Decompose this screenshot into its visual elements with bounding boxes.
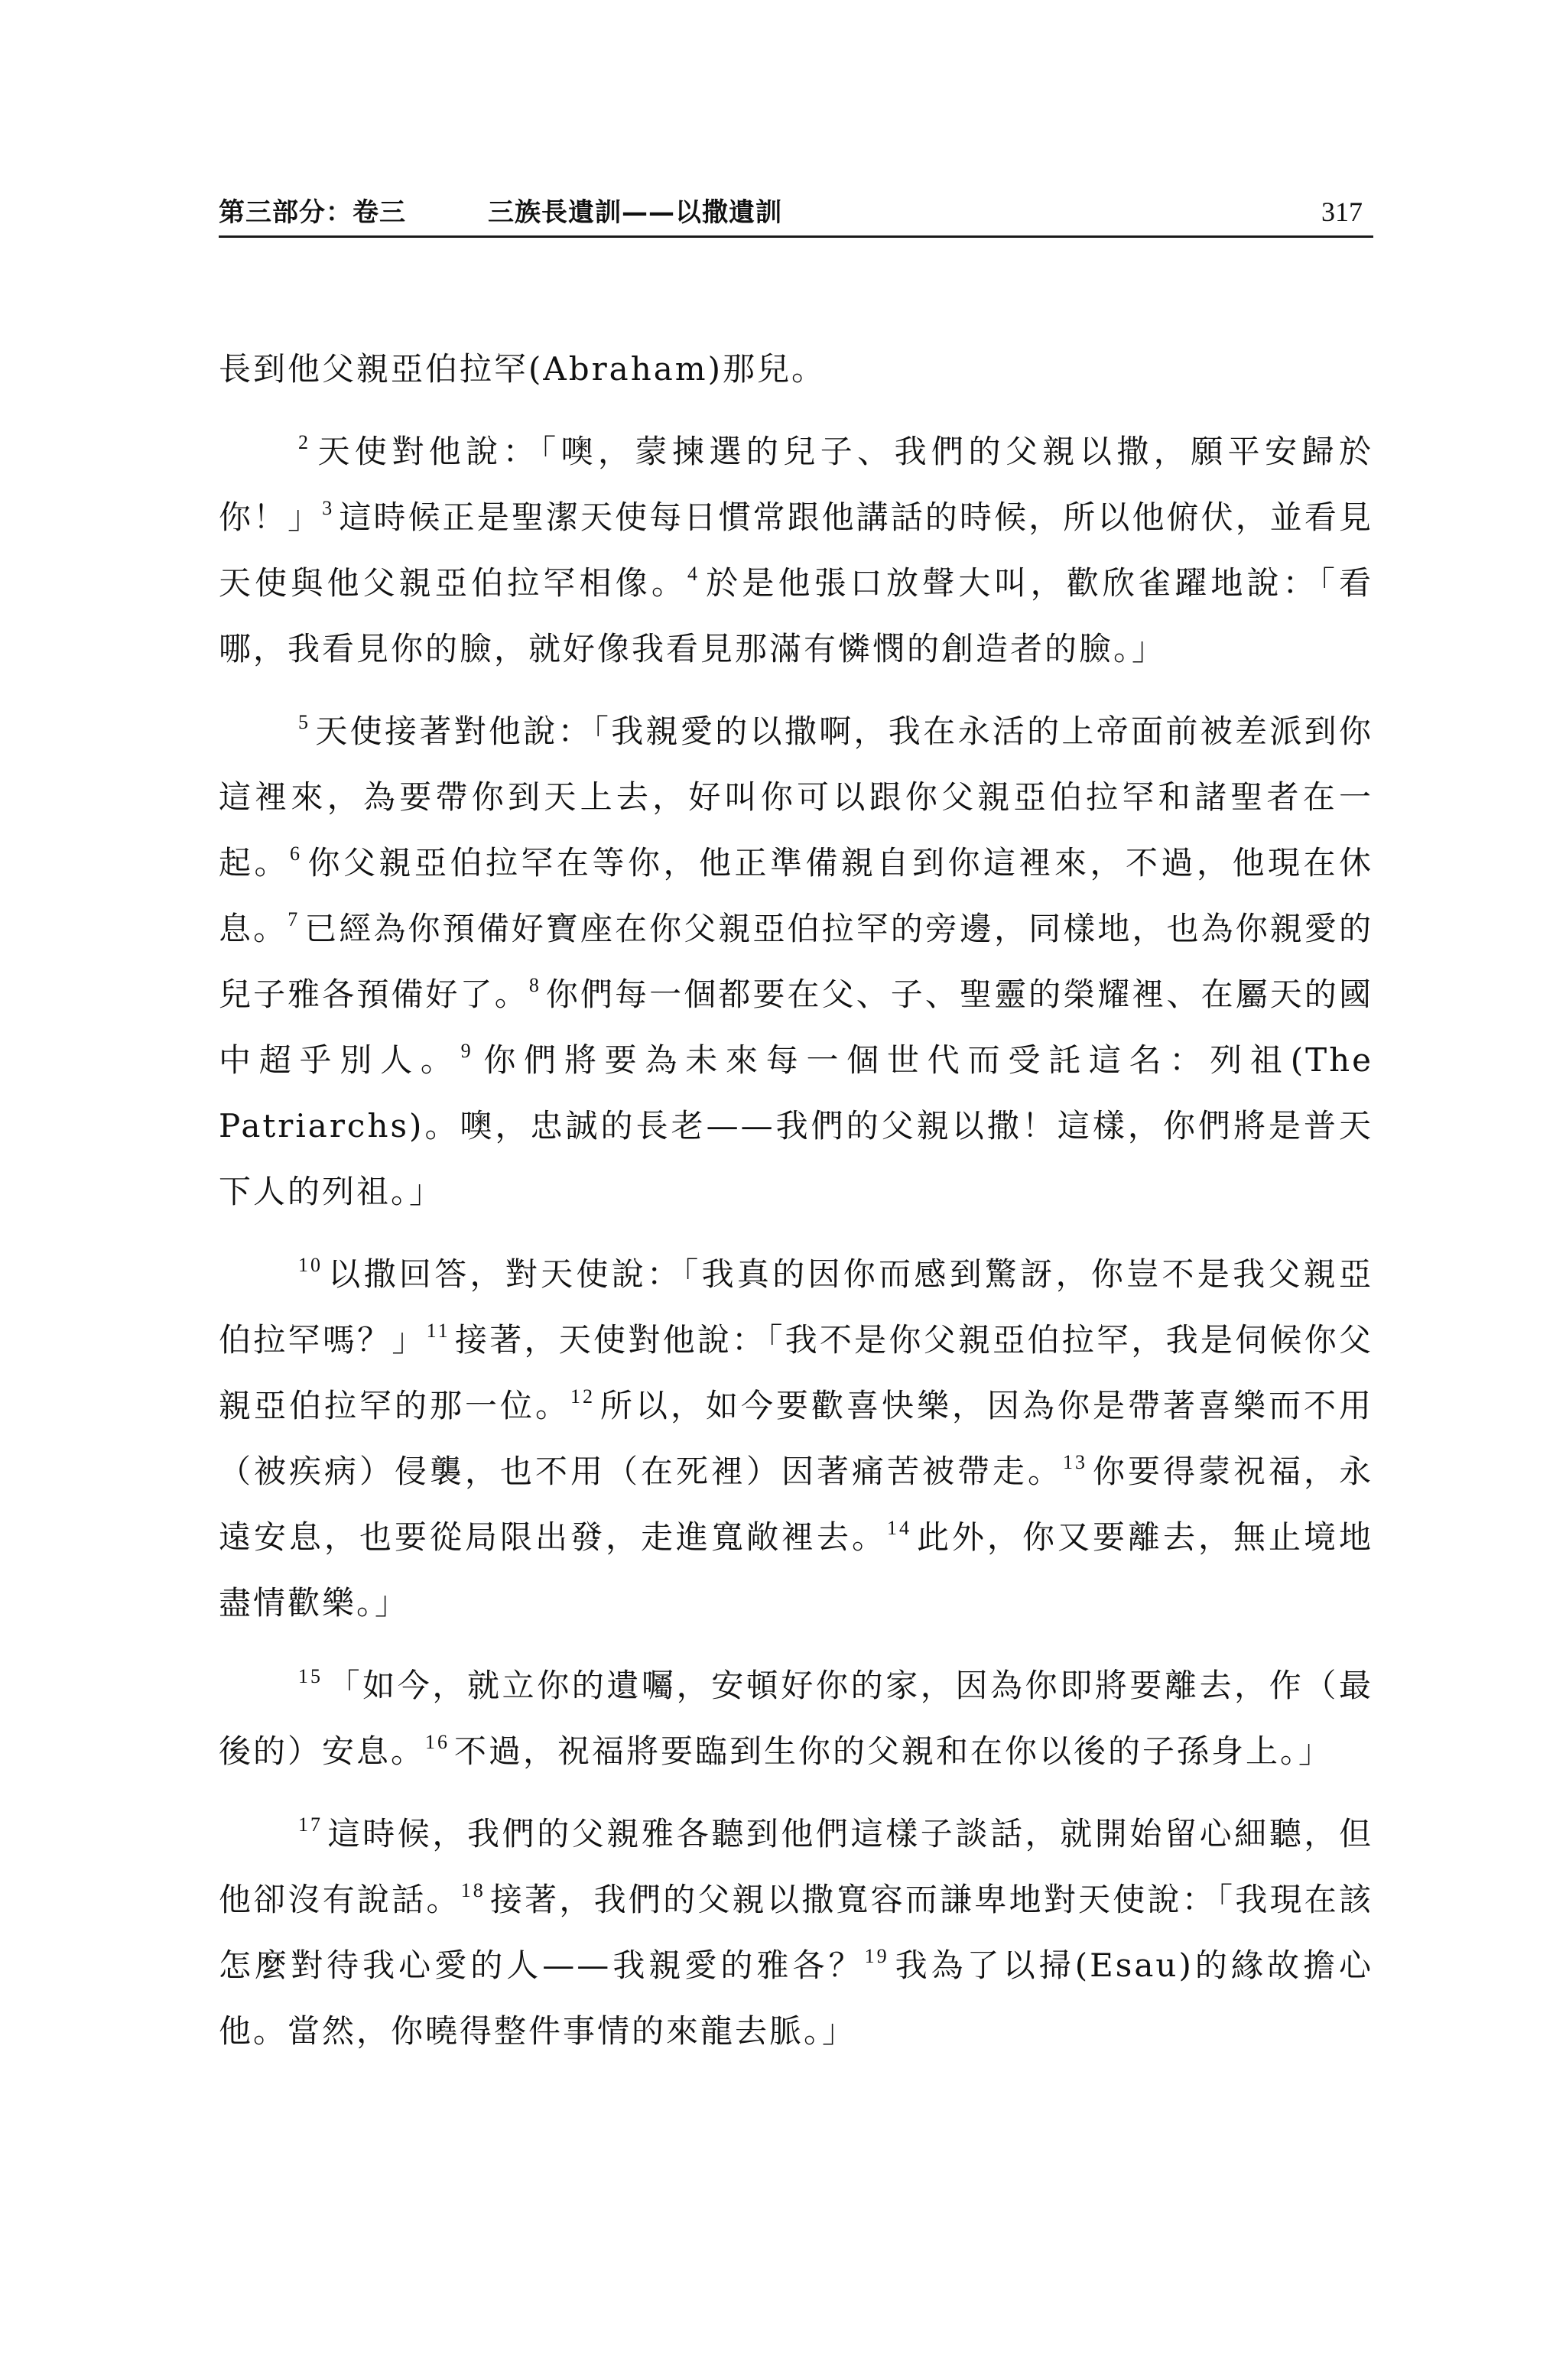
verse-text: 你要得蒙祝福，永遠安息，也要從局限出發，走進寬敞裡去。 xyxy=(219,1453,1373,1556)
verse-number: 2 xyxy=(298,431,310,453)
paragraph-continued xyxy=(219,336,1373,402)
verse-number: 11 xyxy=(426,1320,450,1342)
verse-number: 3 xyxy=(322,497,335,519)
header-section-label: 第三部分：卷三 xyxy=(219,197,406,228)
verse-number: 12 xyxy=(570,1385,595,1408)
verse-text: 接著，我們的父親以撒寬容而謙卑地對天使說：「我現在該怎麼對待我心愛的人——我親愛的雅各？ xyxy=(219,1881,1373,1984)
body-text xyxy=(219,336,1373,2064)
verse-text: 不過，祝福將要臨到生你的父親和在你以後的子孫身上。」 xyxy=(454,1732,1334,1770)
verse-text: 「如今，就立你的遺囑，安頓好你的家，因為你即將要離去，作（最後的）安息。 xyxy=(219,1667,1373,1770)
verse-number: 10 xyxy=(298,1254,323,1276)
paragraph xyxy=(219,699,1373,1225)
verse-number: 7 xyxy=(288,908,301,930)
verse-number: 8 xyxy=(528,974,541,996)
verse-text: 接著，天使對他說：「我不是你父親亞伯拉罕，我是伺候你父親亞伯拉罕的那一位。 xyxy=(219,1321,1373,1424)
verse-text: 你們每一個都要在父、子、聖靈的榮耀裡、在屬天的國中超乎別人。 xyxy=(219,976,1373,1079)
verse-text: 我為了以掃(Esau)的緣故擔心他。當然，你曉得整件事情的來龍去脈。」 xyxy=(219,1947,1373,2050)
verse-number: 14 xyxy=(886,1517,911,1539)
verse-text: 所以，如今要歡喜快樂，因為你是帶著喜樂而不用（被疾病）侵襲，也不用（在死裡）因著痛苦被帶走。 xyxy=(219,1387,1373,1490)
verse-number: 4 xyxy=(687,563,700,585)
verse-text: 此外，你又要離去，無止境地盡情歡樂。」 xyxy=(219,1518,1373,1622)
verse-text: 這時候，我們的父親雅各聽到他們這樣子談話，就開始留心細聽，但他卻沒有說話。 xyxy=(219,1815,1373,1918)
verse-text: 已經為你預備好寶座在你父親亞伯拉罕的旁邊，同樣地，也為你親愛的兒子雅各預備好了。 xyxy=(219,910,1373,1013)
verse-number: 18 xyxy=(460,1879,486,1901)
verse-number: 13 xyxy=(1062,1451,1087,1473)
verse-number: 9 xyxy=(460,1040,473,1062)
paragraph xyxy=(219,1801,1373,2064)
running-header xyxy=(219,188,1373,238)
verse-number: 19 xyxy=(864,1945,889,1967)
verse-number: 6 xyxy=(290,843,302,865)
page-number: 317 xyxy=(1321,196,1363,227)
verse-number: 5 xyxy=(298,711,310,733)
paragraph xyxy=(219,1653,1373,1784)
verse-number: 16 xyxy=(425,1731,450,1753)
verse-number: 17 xyxy=(298,1813,323,1836)
paragraph xyxy=(219,419,1373,682)
verse-text: 這時候正是聖潔天使每日慣常跟他講話的時候，所以他俯伏，並看見天使與他父親亞伯拉罕相像。 xyxy=(219,498,1373,602)
verse-text: 天使接著對他說：「我親愛的以撒啊，我在永活的上帝面前被差派到你這裡來，為要帶你到天上去，好叫你可以跟你父親亞伯拉罕和諸聖者在一起。 xyxy=(219,713,1373,882)
verse-text: 以撒回答，對天使說：「我真的因你而感到驚訝，你豈不是我父親亞伯拉罕嗎？」 xyxy=(219,1255,1373,1359)
verse-text: 天使對他說：「噢，蒙揀選的兒子、我們的父親以撒，願平安歸於你！」 xyxy=(219,433,1373,536)
verse-text: 你父親亞伯拉罕在等你，他正準備親自到你這裡來，不過，他現在休息。 xyxy=(219,844,1373,947)
paragraph xyxy=(219,1242,1373,1636)
header-chapter-title: 三族長遺訓——以撒遺訓 xyxy=(488,197,782,228)
verse-text: 於是他張口放聲大叫，歡欣雀躍地說：「看哪，我看見你的臉，就好像我看見那滿有憐憫的創造者的臉。」 xyxy=(219,564,1373,667)
verse-text: 你們將要為未來每一個世代而受託這名：列祖(The Patriarchs)。噢，忠誠的長老——我們的父親以撒！這樣，你們將是普天下人的列祖。」 xyxy=(219,1041,1373,1210)
verse-number: 15 xyxy=(298,1665,323,1687)
verse-text: 長到他父親亞伯拉罕(Abraham)那兒。 xyxy=(219,350,827,388)
